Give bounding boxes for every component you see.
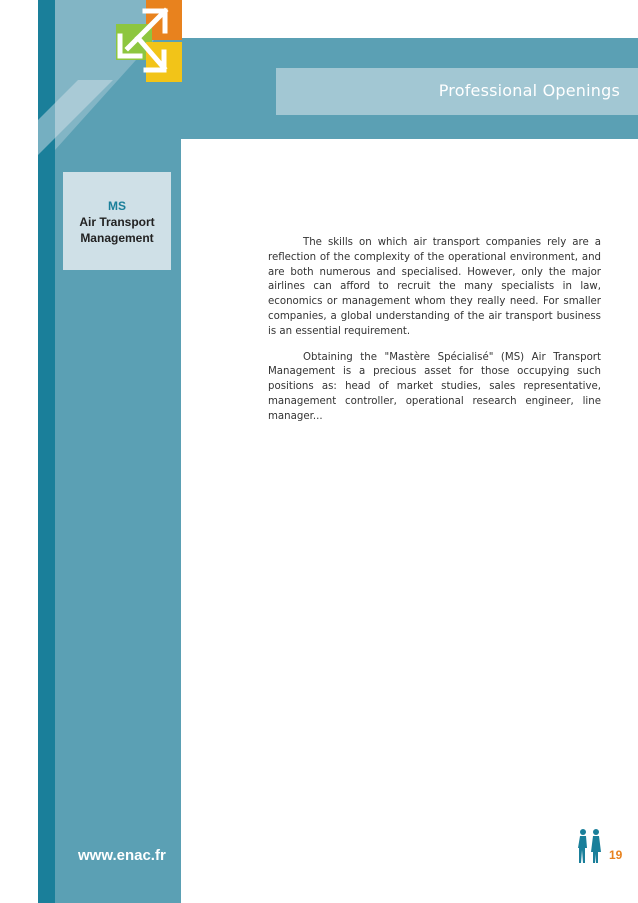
body-text (268, 236, 601, 436)
website-link[interactable]: www.enac.fr (78, 847, 166, 864)
people-silhouette-icon (576, 828, 604, 864)
program-box (63, 172, 171, 270)
page-number: 19 (609, 848, 623, 862)
program-code: MS (108, 199, 126, 213)
arrows-logo-icon (38, 0, 183, 175)
paragraph: The skills on which air transport companies rely are a reflection of the complexity of the operational environment, and are both numerous and specialised. However, only the major airlines can afford to recruit the many specialists in law, economics or management whom they really need. For smaller companies, a global understanding of the air transport business is an essential requirement. (268, 237, 601, 337)
paragraph: Obtaining the "Mastère Spécialisé" (MS) Air Transport Management is a precious asset for those occupying such positions as: head of market studies, sales representative, management controller, operational research engineer, line manager... (268, 351, 601, 422)
program-name: Air Transport Management (79, 215, 155, 245)
page-title: Professional Openings (438, 81, 620, 100)
